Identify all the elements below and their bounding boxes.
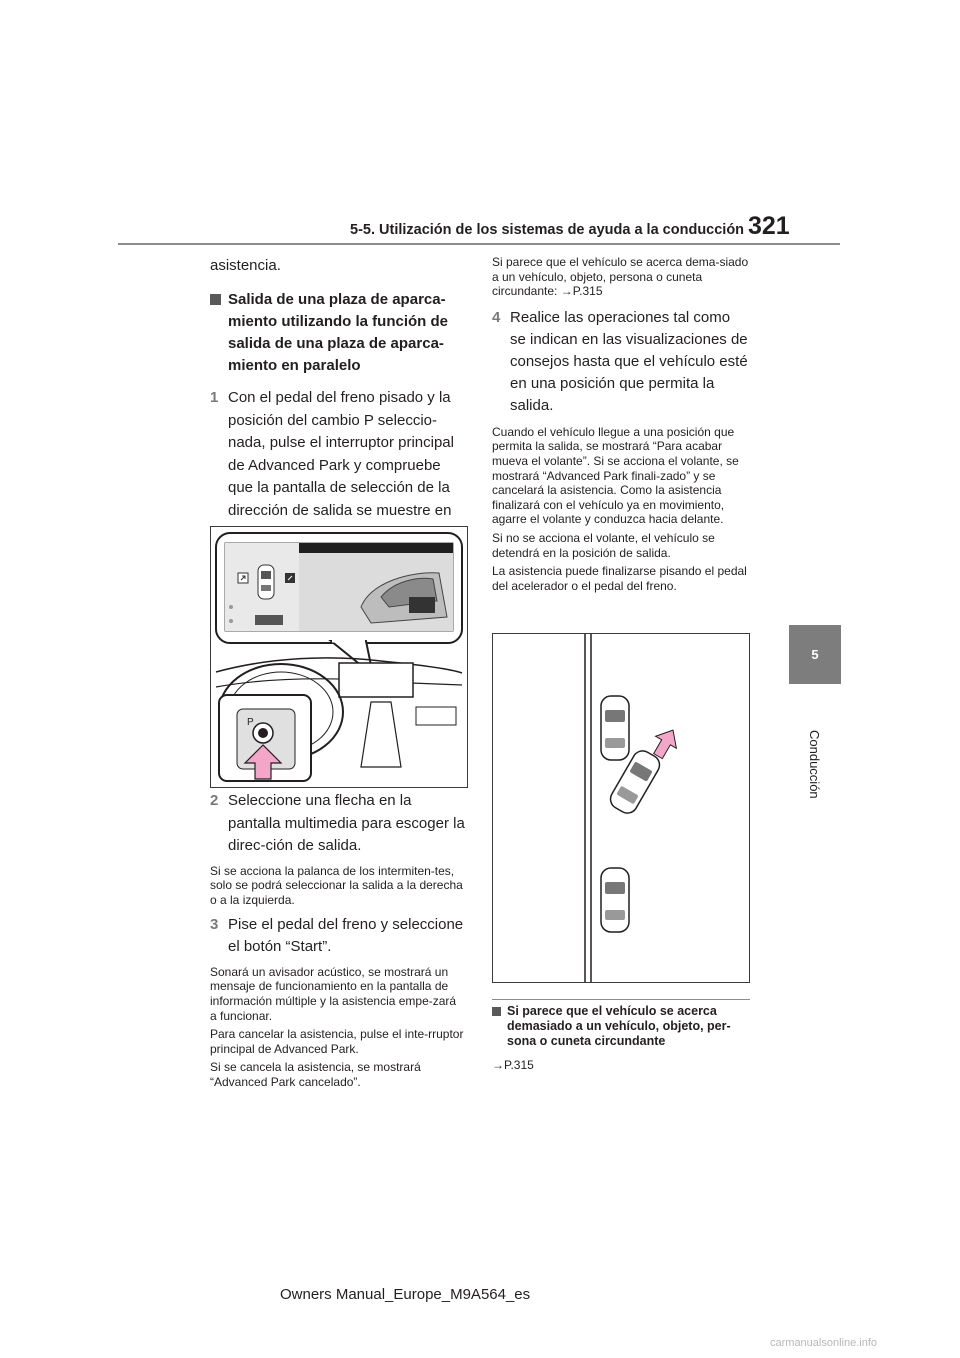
continued-text: asistencia. (210, 257, 281, 274)
note-finish: Cuando el vehículo llegue a una posición que permita la salida, se mostrará “Para acabar mueva el volante”. Si se acciona el volante, se mostrará “Advanced Park finali-zado” y se cancelará la asistencia. Como la asistencia finalizará con el vehículo ya en movimiento, agarre el volante y conduzca hacia delante. (492, 424, 739, 527)
step-number: 2 (210, 792, 219, 809)
subsection-heading-text: Si parece que el vehículo se acerca demasiado a un vehículo, objeto, per-sona o cuneta circundante (507, 1004, 731, 1048)
subsection-heading (492, 1004, 750, 1049)
step-3 (210, 914, 466, 959)
section-heading (210, 289, 466, 377)
header-divider (118, 243, 840, 245)
parking-exit-drawing (493, 634, 749, 982)
dashboard-drawing (211, 527, 467, 787)
note-pedal: La asistencia puede finalizarse pisando el pedal del acelerador o el pedal del freno. (492, 564, 747, 593)
note-turn-signal: Si se acciona la palanca de los intermiten-tes, solo se podrá seleccionar la salida a la derecha o a la izquierda. (210, 863, 463, 907)
chapter-number: 5 (811, 647, 819, 662)
step-4 (492, 307, 750, 417)
section-heading-text: Salida de una plaza de aparca-miento utilizando la función de salida de una plaza de aparca-miento en paralelo (228, 291, 448, 374)
subsection-page-ref: →P.315 (492, 1058, 534, 1072)
figure-divider (492, 999, 750, 1000)
step-2 (210, 790, 466, 858)
note-cancel: Para cancelar la asistencia, pulse el inte-rruptor principal de Advanced Park. (210, 1027, 464, 1056)
square-bullet-icon (492, 1007, 501, 1016)
step-text: Con el pedal del freno pisado y la posición del cambio P seleccio-nada, pulse el interruptor principal de Advanced Park y compruebe que la pantalla de selección de la dirección de salida se muestre en (228, 389, 454, 519)
parking-exit-diagram (492, 633, 750, 983)
left-column-lower (210, 790, 466, 1090)
chapter-label: Conducción (807, 730, 822, 799)
note-stop: Si no se acciona el volante, el vehículo se detendrá en la posición de salida. (492, 530, 715, 560)
note-cancelled: Si se cancela la asistencia, se mostrará “Advanced Park cancelado”. (210, 1060, 421, 1089)
step-text: Pise el pedal del freno y seleccione el botón “Start”. (228, 915, 464, 956)
step-number: 3 (210, 915, 219, 933)
svg-text:P: P (247, 717, 254, 728)
intro-note: Si parece que el vehículo se acerca dema-siado a un vehículo, objeto, persona o cuneta circundante: →P.315 (492, 255, 749, 299)
right-column-lower (492, 1004, 750, 1073)
step-number: 1 (210, 389, 219, 406)
front-car (601, 696, 629, 760)
left-column (210, 255, 466, 545)
footer-text: Owners Manual_Europe_M9A564_es (280, 1286, 531, 1303)
step-1 (210, 387, 466, 545)
watermark: carmanualsonline.info (770, 1337, 878, 1349)
dashboard-illustration (210, 526, 468, 788)
step-text: Realice las operaciones tal como se indican en las visualizaciones de consejos hasta que el vehículo esté en una posición que permita la salida. (510, 308, 748, 414)
page-number: 321 (748, 212, 790, 240)
square-bullet-icon (210, 294, 221, 305)
step-number: 4 (492, 308, 501, 326)
chapter-tab (789, 625, 841, 684)
note-start: Sonará un avisador acústico, se mostrará un mensaje de funcionamiento en la pantalla de información múltiple y la asistencia empe-zará a funcionar. (210, 964, 457, 1023)
rear-car (601, 868, 629, 932)
step-text: Seleccione una flecha en la pantalla multimedia para escoger la direc-ción de salida. (228, 792, 465, 855)
section-header-title: 5-5. Utilización de los sistemas de ayuda a la conducción (350, 222, 745, 238)
right-column (492, 255, 750, 593)
